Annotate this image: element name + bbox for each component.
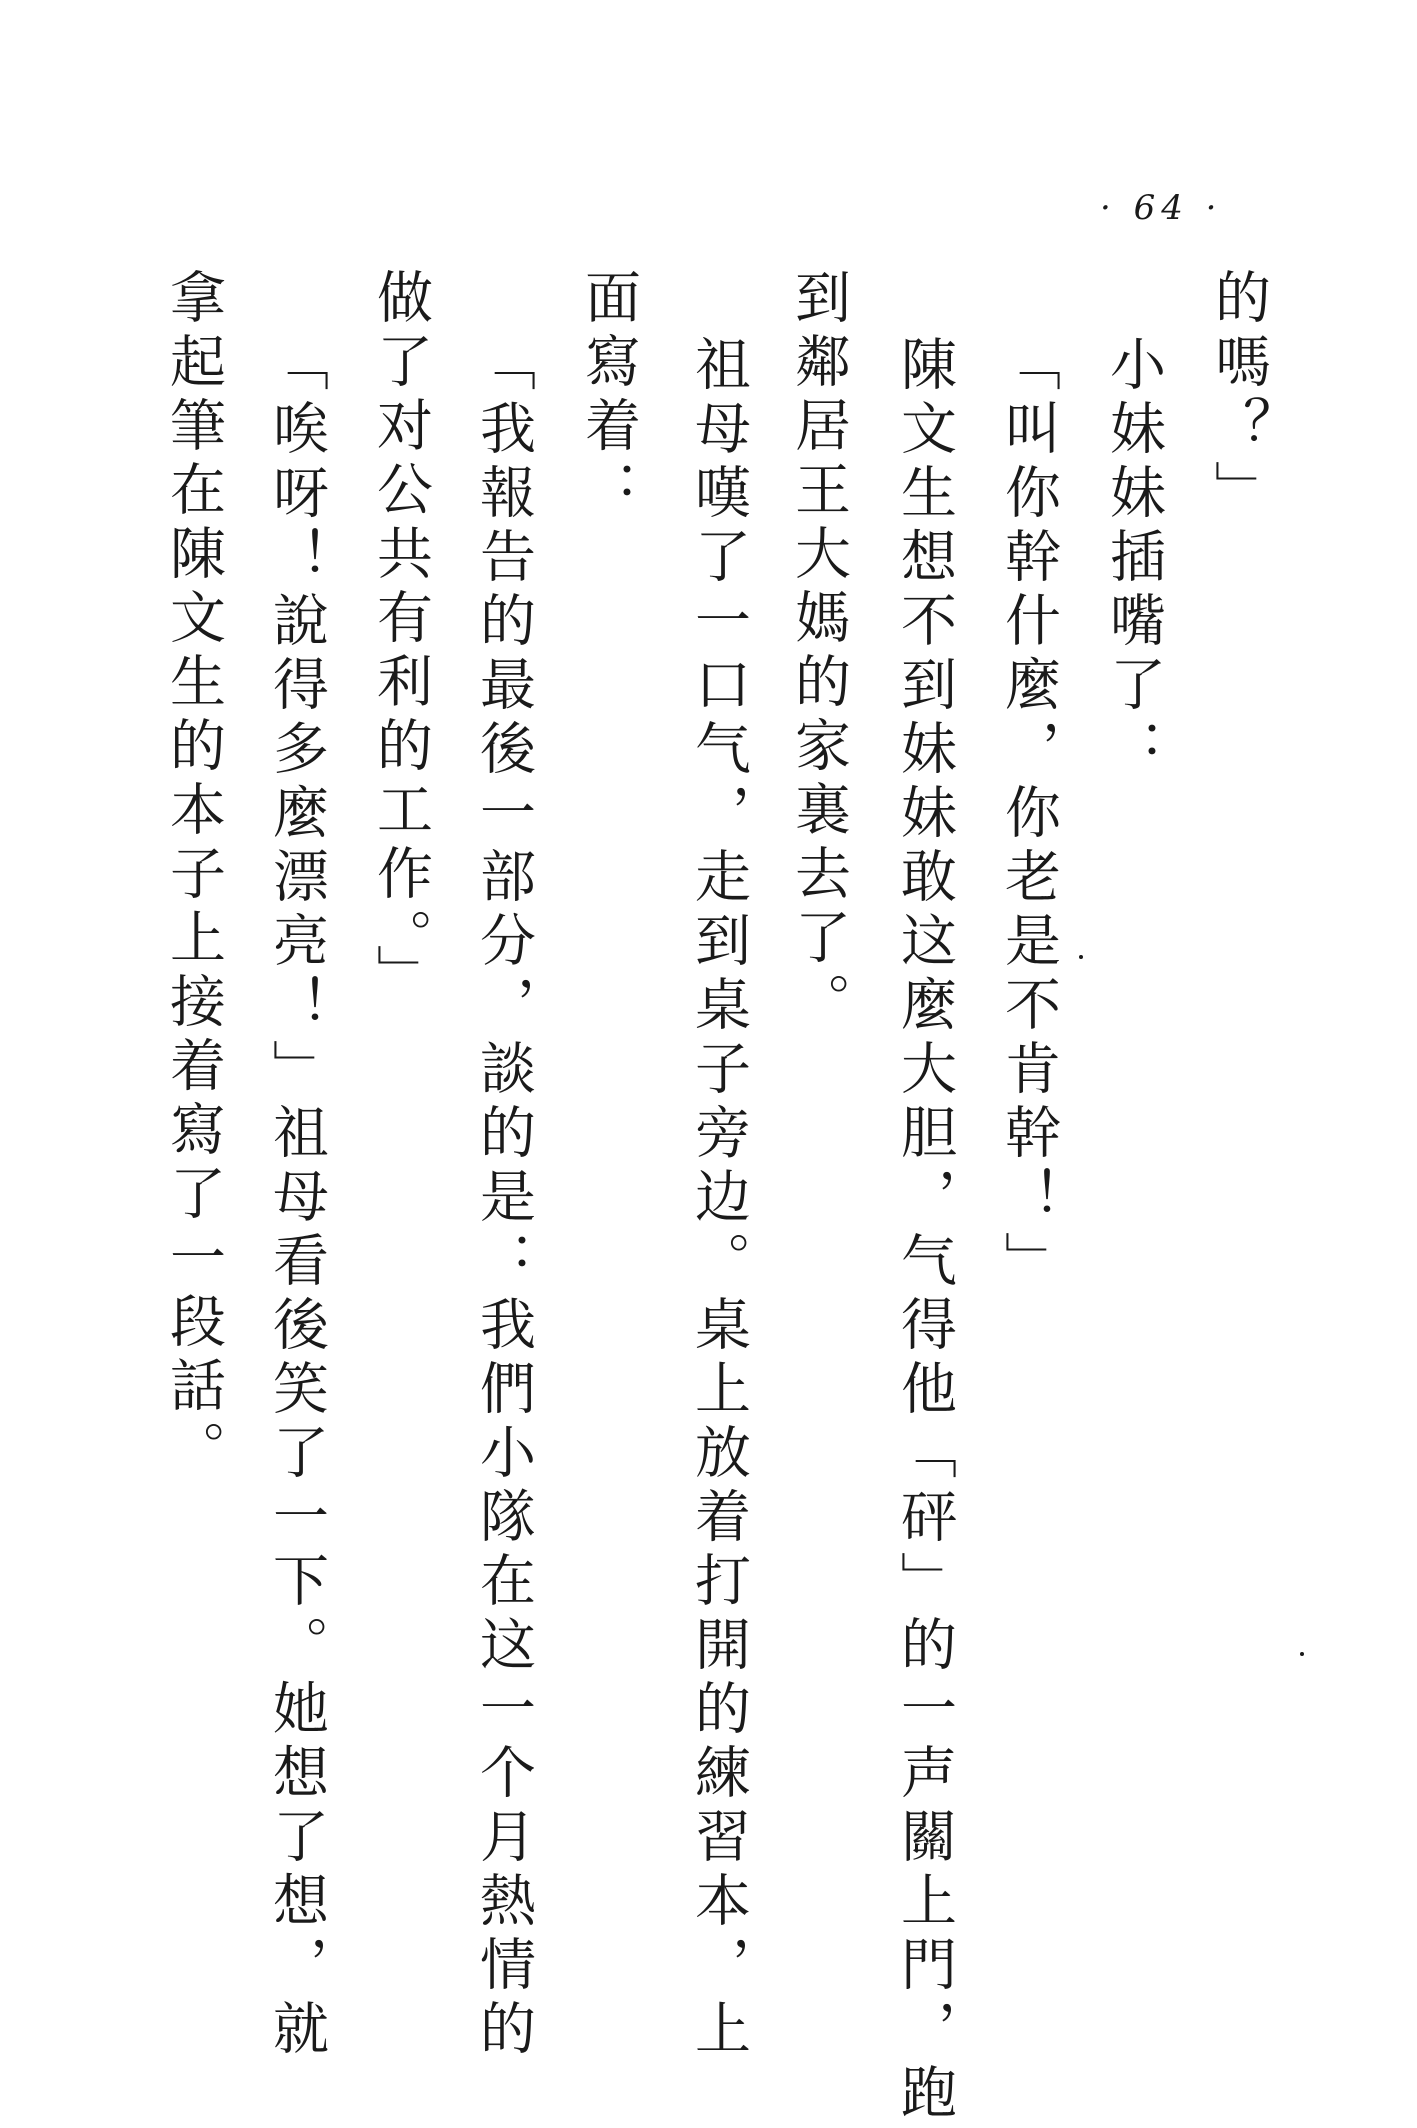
- print-speck: [1079, 955, 1083, 959]
- text-column-8: 「我報告的最後一部分，談的是：我們小隊在这一个月熱情的: [471, 335, 536, 2063]
- text-column-6: 祖母嘆了一口气，走到桌子旁边。桌上放着打開的練習本，上: [686, 335, 751, 2063]
- page-number: · 64 ·: [1100, 188, 1223, 228]
- text-column-1: 的嗎？」: [1206, 268, 1271, 524]
- text-column-2: 小妹妹插嘴了：: [1101, 335, 1166, 783]
- text-column-4: 陳文生想不到妹妹敢这麼大胆，气得他「砰」的一声關上門，跑: [892, 335, 957, 2127]
- text-column-9: 做了对公共有利的工作。」: [368, 268, 433, 1008]
- print-speck: [1300, 1652, 1304, 1656]
- text-column-3: 「叫你幹什麼，你老是不肯幹！」: [996, 335, 1061, 1295]
- text-column-10: 「唉呀！說得多麼漂亮！」祖母看後笑了一下。她想了想，就: [264, 335, 329, 2063]
- text-column-5: 到鄰居王大媽的家裏去了。: [786, 268, 851, 1036]
- text-column-11: 拿起筆在陳文生的本子上接着寫了一段話。: [161, 268, 226, 1484]
- text-column-7: 面寫着：: [576, 268, 641, 524]
